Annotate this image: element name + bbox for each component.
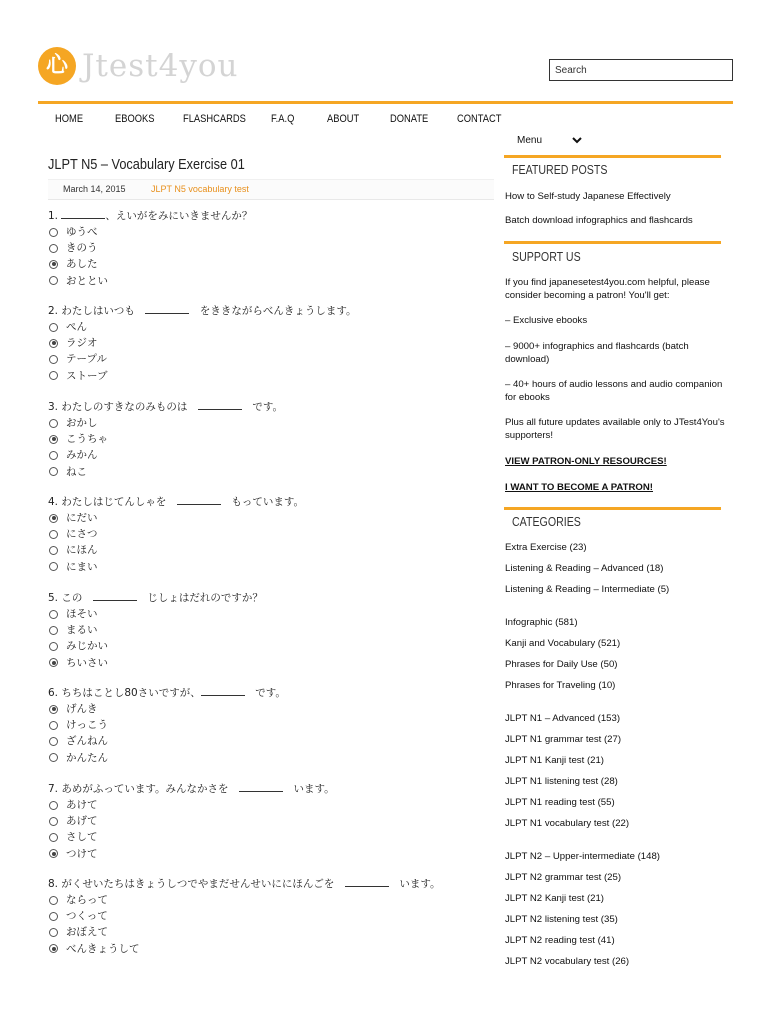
answer-blank (201, 687, 245, 696)
category-link[interactable]: JLPT N1 Kanji test (21) (505, 755, 605, 766)
answer-option[interactable] (48, 368, 498, 384)
radio-button[interactable] (49, 833, 58, 842)
post-category-link[interactable]: JLPT N5 vocabulary test (151, 184, 249, 194)
support-item: – 9000+ infographics and flashcards (batch download) (505, 341, 689, 365)
logo-text: Jtest4you (82, 48, 239, 84)
option-label: こうちゃ (66, 433, 108, 446)
option-label: みじかい (66, 640, 108, 653)
category-link[interactable]: JLPT N2 vocabulary test (26) (505, 956, 630, 967)
radio-button[interactable] (49, 435, 58, 444)
nav-about[interactable]: ABOUT (327, 113, 360, 125)
logo-mark-icon: 心 (38, 47, 76, 85)
radio-button[interactable] (49, 514, 58, 523)
nav-flashcards[interactable]: FLASHCARDS (183, 113, 246, 125)
answer-option[interactable] (48, 559, 498, 575)
category-link[interactable]: Listening & Reading – Intermediate (5) (505, 584, 670, 595)
option-label: おととい (66, 274, 108, 287)
option-label: まるい (66, 624, 98, 637)
radio-button[interactable] (49, 371, 58, 380)
question-suffix: をききながらべんきょうします。 (189, 305, 357, 317)
option-label: ストーブ (66, 369, 108, 382)
option-label: みかん (66, 449, 98, 462)
option-label: ざんねん (66, 735, 108, 748)
page-title: JLPT N5 – Vocabulary Exercise 01 (48, 156, 245, 173)
question-prefix: 2. わたしはいつも (48, 305, 146, 317)
nav-contact[interactable]: CONTACT (457, 113, 502, 125)
question-5 (48, 590, 498, 671)
option-label: つけて (66, 847, 98, 860)
question-3 (48, 399, 498, 480)
radio-button[interactable] (49, 355, 58, 364)
answer-option[interactable] (48, 638, 498, 654)
radio-button[interactable] (49, 323, 58, 332)
question-7 (48, 781, 498, 862)
support-item: – 40+ hours of audio lessons and audio companion for ebooks (505, 379, 723, 403)
radio-button[interactable] (49, 721, 58, 730)
answer-option[interactable] (48, 941, 498, 957)
question-text (48, 208, 498, 224)
option-label: にほん (66, 544, 98, 557)
post-meta (48, 179, 494, 200)
radio-button[interactable] (49, 260, 58, 269)
radio-button[interactable] (49, 642, 58, 651)
question-text (48, 494, 498, 510)
nav-donate[interactable]: DONATE (390, 113, 429, 125)
option-label: ぺん (66, 321, 87, 333)
featured-post-link[interactable]: Batch download infographics and flashcards (505, 215, 693, 226)
answer-option[interactable] (48, 701, 498, 717)
category-link[interactable]: JLPT N2 – Upper-intermediate (148) (505, 851, 660, 862)
featured-posts-heading: FEATURED POSTS (512, 163, 608, 177)
category-link[interactable]: JLPT N1 grammar test (27) (505, 734, 622, 745)
site-logo[interactable] (38, 46, 238, 86)
answer-option[interactable] (48, 431, 498, 447)
radio-button[interactable] (49, 626, 58, 635)
become-patron-link[interactable]: I WANT TO BECOME A PATRON! (505, 482, 653, 493)
radio-button[interactable] (49, 912, 58, 921)
option-label: にさつ (66, 528, 98, 541)
question-suffix: です。 (244, 687, 286, 699)
radio-button[interactable] (49, 419, 58, 428)
radio-button[interactable] (49, 896, 58, 905)
category-link[interactable]: JLPT N1 listening test (28) (505, 776, 618, 787)
radio-button[interactable] (49, 339, 58, 348)
radio-button[interactable] (49, 849, 58, 858)
answer-blank (177, 496, 221, 505)
main-nav (38, 113, 508, 131)
question-suffix: もっています。 (220, 496, 305, 508)
categories-heading: CATEGORIES (512, 515, 581, 529)
category-link[interactable]: Infographic (581) (505, 617, 578, 628)
question-prefix: 7. あめがふっています。みんなかさを (48, 783, 240, 795)
nav-home[interactable]: HOME (55, 113, 84, 125)
option-label: あけて (66, 799, 98, 811)
category-link[interactable]: Phrases for Daily Use (50) (505, 659, 618, 670)
answer-blank (93, 592, 137, 601)
radio-button[interactable] (49, 753, 58, 762)
answer-option[interactable] (48, 510, 498, 526)
answer-option[interactable] (48, 351, 498, 367)
answer-option[interactable] (48, 655, 498, 671)
option-label: にだい (66, 512, 98, 524)
option-label: にまい (66, 560, 98, 573)
category-link[interactable]: Listening & Reading – Advanced (18) (505, 563, 664, 574)
radio-button[interactable] (49, 817, 58, 826)
option-label: ならって (66, 894, 108, 906)
answer-option[interactable] (48, 542, 498, 558)
question-suffix: 、えいがをみにいきませんか？ (105, 210, 253, 222)
question-text (48, 781, 498, 797)
option-label: つくって (66, 910, 108, 923)
header-divider (38, 101, 733, 104)
question-text (48, 399, 498, 415)
question-6 (48, 685, 498, 766)
category-link[interactable]: Extra Exercise (23) (505, 542, 587, 553)
support-item: – Exclusive ebooks (505, 315, 588, 326)
option-label: おかし (66, 417, 98, 429)
radio-button[interactable] (49, 467, 58, 476)
answer-blank (198, 401, 242, 410)
option-label: あげて (66, 815, 98, 828)
answer-option[interactable] (48, 733, 498, 749)
radio-button[interactable] (49, 610, 58, 619)
option-label: かんたん (66, 751, 108, 764)
answer-option[interactable] (48, 319, 498, 335)
radio-button[interactable] (49, 737, 58, 746)
answer-option[interactable] (48, 813, 498, 829)
view-patron-resources-link[interactable]: VIEW PATRON-ONLY RESOURCES! (505, 456, 667, 467)
category-link[interactable]: JLPT N2 Kanji test (21) (505, 893, 605, 904)
radio-button[interactable] (49, 244, 58, 253)
radio-button[interactable] (49, 276, 58, 285)
option-label: ねこ (66, 465, 87, 478)
radio-button[interactable] (49, 705, 58, 714)
question-text (48, 590, 498, 606)
radio-button[interactable] (49, 530, 58, 539)
sidebar-divider (504, 155, 721, 158)
answer-option[interactable] (48, 240, 498, 256)
answer-option[interactable] (48, 908, 498, 924)
question-4 (48, 494, 498, 575)
radio-button[interactable] (49, 801, 58, 810)
answer-blank (239, 783, 283, 792)
question-suffix: います。 (388, 878, 441, 890)
option-label: ゆうべ (66, 226, 98, 238)
radio-button[interactable] (49, 928, 58, 937)
question-text (48, 303, 498, 319)
answer-option[interactable] (48, 846, 498, 862)
category-link[interactable]: JLPT N2 reading test (41) (505, 935, 615, 946)
answer-option[interactable] (48, 224, 498, 240)
post-date: March 14, 2015 (63, 184, 126, 194)
option-label: あした (66, 258, 98, 271)
answer-blank (145, 305, 189, 314)
answer-option[interactable] (48, 829, 498, 845)
answer-option[interactable] (48, 415, 498, 431)
answer-option[interactable] (48, 797, 498, 813)
question-suffix: います。 (283, 783, 335, 795)
answer-option[interactable] (48, 464, 498, 480)
support-us-heading: SUPPORT US (512, 250, 581, 264)
option-label: ラジオ (66, 337, 98, 350)
radio-button[interactable] (49, 658, 58, 667)
option-label: ちいさい (66, 656, 108, 669)
question-text (48, 876, 498, 892)
sidebar-divider (504, 507, 721, 510)
category-link[interactable]: JLPT N1 – Advanced (153) (505, 713, 621, 724)
answer-option[interactable] (48, 606, 498, 622)
question-2 (48, 303, 498, 384)
answer-option[interactable] (48, 447, 498, 463)
category-link[interactable]: JLPT N2 listening test (35) (505, 914, 618, 925)
question-suffix: です。 (241, 401, 284, 413)
answer-option[interactable] (48, 750, 498, 766)
question-8 (48, 876, 498, 957)
search-input[interactable] (549, 59, 733, 81)
question-prefix: 6. ちちはことし80さいですが、 (48, 687, 201, 699)
answer-blank (345, 878, 389, 887)
option-label: けっこう (66, 719, 108, 732)
question-prefix: 1. (48, 210, 62, 222)
option-label: きのう (66, 242, 98, 255)
question-1 (48, 208, 498, 289)
question-prefix: 8. がくせいたちはきょうしつでやまだせんせいににほんごを (48, 878, 345, 890)
option-label: ほそい (66, 608, 98, 620)
answer-option[interactable] (48, 924, 498, 940)
answer-option[interactable] (48, 892, 498, 908)
category-link[interactable]: JLPT N2 grammar test (25) (505, 872, 622, 883)
nav-ebooks[interactable]: EBOOKS (115, 113, 155, 125)
question-suffix: じしょはだれのですか？ (136, 592, 263, 604)
option-label: げんき (66, 703, 98, 715)
support-intro: If you find japanesetest4you.com helpful, please consider becoming a patron! You'll get: (505, 277, 710, 301)
radio-button[interactable] (49, 944, 58, 953)
answer-option[interactable] (48, 526, 498, 542)
category-link[interactable]: Phrases for Traveling (10) (505, 680, 616, 691)
category-link[interactable]: JLPT N1 reading test (55) (505, 797, 615, 808)
option-label: べんきょうして (66, 942, 140, 955)
answer-option[interactable] (48, 256, 498, 272)
question-prefix: 5. この (48, 592, 93, 604)
radio-button[interactable] (49, 228, 58, 237)
question-text (48, 685, 498, 701)
answer-option[interactable] (48, 335, 498, 351)
question-prefix: 3. わたしのすきなのみものは (48, 401, 198, 413)
sidebar-divider (504, 241, 721, 244)
category-link[interactable]: Kanji and Vocabulary (521) (505, 638, 621, 649)
featured-post-link[interactable]: How to Self-study Japanese Effectively (505, 191, 671, 202)
answer-option[interactable] (48, 622, 498, 638)
radio-button[interactable] (49, 562, 58, 571)
nav-faq[interactable]: F.A.Q (271, 113, 295, 125)
category-link[interactable]: JLPT N1 vocabulary test (22) (505, 818, 630, 829)
question-prefix: 4. わたしはじてんしゃを (48, 496, 177, 508)
radio-button[interactable] (49, 451, 58, 460)
menu-dropdown[interactable] (513, 132, 585, 148)
option-label: おぼえて (66, 926, 108, 939)
answer-option[interactable] (48, 273, 498, 289)
answer-option[interactable] (48, 717, 498, 733)
option-label: さして (66, 831, 98, 844)
option-label: テープル (66, 353, 108, 366)
support-outro: Plus all future updates available only to JTest4You's supporters! (505, 417, 725, 441)
radio-button[interactable] (49, 546, 58, 555)
answer-blank (61, 210, 105, 219)
